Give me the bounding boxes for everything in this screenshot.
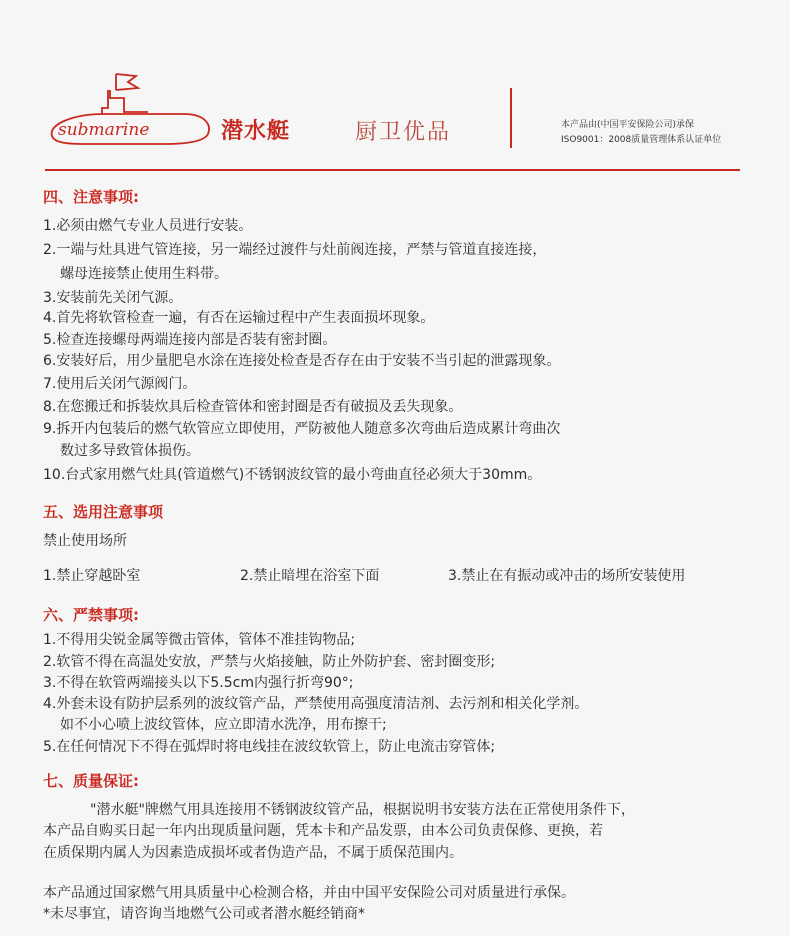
sec4-item: 10.台式家用燃气灶具(管道燃气)不锈钢波纹管的最小弯曲直径必须大于30mm。 [43, 467, 542, 483]
sec4-item: 3.安装前先关闭气源。 [43, 290, 183, 306]
sec4-item: 1.必须由燃气专业人员进行安装。 [43, 218, 253, 234]
brand-slogan: 厨卫优品 [355, 120, 452, 145]
sec4-item: 7.使用后关闭气源阀门。 [43, 376, 197, 392]
sec4-item: 2.一端与灶具进气管连接，另一端经过渡件与灶前阀连接，严禁与管道直接连接， [43, 242, 547, 258]
sec5-item: 2.禁止暗埋在浴室下面 [240, 568, 380, 584]
sec7-paragraph-line: "潜水艇"牌燃气用具连接用不锈钢波纹管产品，根据说明书安装方法在正常使用条件下， [90, 802, 635, 818]
certification-text [561, 118, 721, 148]
sec6-item: 2.软管不得在高温处安放，严禁与火焰接触，防止外防护套、密封圈变形; [43, 654, 496, 670]
sec4-item: 8.在您搬迁和拆装炊具后检查管体和密封圈是否有破损及丢失现象。 [43, 399, 463, 415]
submarine-logo [44, 68, 214, 150]
cert-line-2: ISO9001：2008质量管理体系认证单位 [561, 135, 722, 145]
header-divider [510, 88, 512, 148]
section-7-title: 七、质量保证: [43, 772, 139, 790]
sec5-item: 1.禁止穿越卧室 [43, 568, 141, 584]
header-rule [45, 169, 740, 171]
sec7-paragraph-line: 在质保期内属人为因素造成损坏或者伪造产品，不属于质保范围内。 [43, 845, 463, 861]
sec5-item: 3.禁止在有振动或冲击的场所安装使用 [448, 568, 686, 584]
section-4-title: 四、注意事项: [43, 188, 139, 206]
sec7-paragraph-line: 本产品自购买日起一年内出现质量问题，凭本卡和产品发票，由本公司负责保修、更换，若 [43, 823, 603, 839]
sec4-item: 5.检查连接螺母两端连接内部是否装有密封圈。 [43, 332, 337, 348]
logo-text: submarine [58, 120, 150, 140]
sec4-item-continued: 数过多导致管体损伤。 [60, 443, 200, 459]
header [0, 0, 790, 170]
sec6-item: 5.在任何情况下不得在弧焊时将电线挂在波纹软管上，防止电流击穿管体; [43, 739, 496, 755]
sec5-subtitle: 禁止使用场所 [43, 533, 127, 549]
sec4-item: 6.安装好后，用少量肥皂水涂在连接处检查是否存在由于安装不当引起的泄露现象。 [43, 353, 561, 369]
cert-line-1: 本产品由(中国平安保险公司)承保 [561, 120, 695, 130]
brand-name: 潜水艇 [221, 119, 291, 144]
sec4-item: 4.首先将软管检查一遍，有否在运输过程中产生表面损坏现象。 [43, 310, 435, 326]
sec6-item: 4.外套未设有防护层系列的波纹管产品，严禁使用高强度清洁剂、去污剂和相关化学剂。 [43, 696, 589, 712]
sec4-item: 9.拆开内包装后的燃气软管应立即使用，严防被他人随意多次弯曲后造成累计弯曲次 [43, 421, 561, 437]
sec6-item-continued: 如不小心喷上波纹管体，应立即清水洗净，用布擦干; [60, 717, 387, 733]
section-6-title: 六、严禁事项: [43, 606, 139, 624]
sec4-item-continued: 螺母连接禁止使用生料带。 [60, 266, 228, 282]
sec7-note: *未尽事宜，请咨询当地燃气公司或者潜水艇经销商* [43, 906, 365, 922]
sec6-item: 3.不得在软管两端接头以下5.5cm内强行折弯90°; [43, 675, 354, 691]
sec6-item: 1.不得用尖锐金属等微击管体，管体不准挂钩物品; [43, 632, 356, 648]
section-5-title: 五、选用注意事项 [43, 503, 164, 521]
sec7-note: 本产品通过国家燃气用具质量中心检测合格，并由中国平安保险公司对质量进行承保。 [43, 885, 575, 901]
